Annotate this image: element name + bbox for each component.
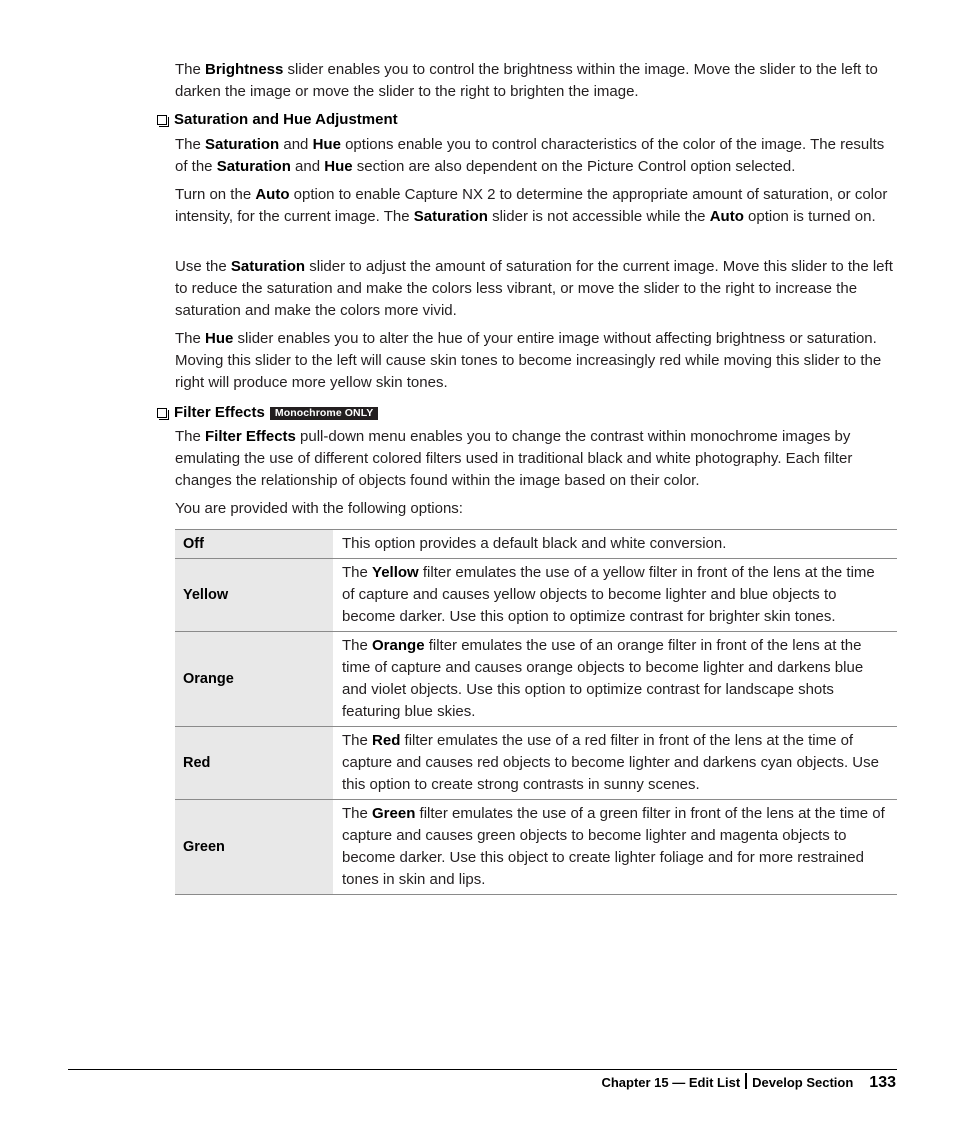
text-run: pull-down menu enables you to change the contrast within monochrome images by emulating the use of different colored filters used in traditional black and white photography. Each filter changes the relationship of objects found within the image based on their color.	[175, 428, 853, 489]
text-run: option is turned on.	[743, 208, 876, 225]
text-run: filter emulates the use of an orange filter in front of the lens at the time of capture and causes orange objects to become lighter and darkens blue and violet objects. Use this option to optimize contrast for landscape shots featuring blue skies.	[342, 637, 864, 720]
filter-description-cell	[335, 559, 897, 632]
table-row	[175, 559, 897, 632]
table-row	[175, 727, 897, 800]
text-run: filter emulates the use of a green filter in front of the lens at the time of capture and causes green objects to become lighter and magenta objects to become darker. Use this object to create lighter foliage and for more restrained tones in skin and lips.	[342, 805, 885, 888]
text-run: option to enable Capture NX 2 to determine the appropriate amount of saturation, or color intensity, for the current image. The	[175, 186, 888, 225]
auto-option-paragraph	[175, 184, 897, 228]
filter-description-cell	[335, 530, 897, 559]
text-run: The	[175, 61, 206, 78]
text-run: Turn on the	[175, 186, 256, 203]
text-run: The	[342, 564, 373, 581]
bold-term: Brightness	[205, 61, 284, 78]
text-run: filter emulates the use of a red filter in front of the lens at the time of capture and causes red objects to become lighter and darkens cyan objects. Use this option to create strong contrasts in sunny scenes.	[342, 732, 879, 793]
bold-term: Auto	[255, 186, 290, 203]
options-intro-paragraph: You are provided with the following options:	[175, 500, 463, 517]
text-run: Use the	[175, 258, 231, 275]
filter-name-cell: Red	[175, 727, 333, 800]
bold-term: Hue	[205, 330, 234, 347]
bold-term: Saturation	[205, 136, 280, 153]
bold-term: Filter Effects	[205, 428, 296, 445]
text-run: The	[175, 330, 206, 347]
footer-chapter: Chapter 15 — Edit List	[601, 1075, 741, 1090]
brightness-paragraph	[175, 59, 897, 103]
text-run: and	[290, 158, 325, 175]
bold-term: Orange	[372, 637, 425, 654]
filter-description-cell	[335, 727, 897, 800]
footer-separator	[745, 1073, 747, 1089]
filter-description-cell	[335, 800, 897, 895]
bold-term: Red	[372, 732, 401, 749]
heading-text: Saturation and Hue Adjustment	[174, 111, 398, 128]
page-number: 133	[869, 1074, 896, 1091]
filter-options-table	[175, 529, 897, 895]
text-run: The	[342, 805, 373, 822]
monochrome-only-badge: Monochrome ONLY	[270, 407, 379, 420]
text-run: The	[175, 428, 206, 445]
table-row	[175, 800, 897, 895]
heading-text: Filter Effects	[174, 404, 265, 421]
page-footer	[601, 1071, 896, 1092]
text-run: The	[342, 732, 373, 749]
text-run: and	[279, 136, 313, 153]
saturation-slider-paragraph	[175, 256, 897, 322]
bold-term: Green	[372, 805, 416, 822]
saturation-intro-paragraph	[175, 134, 897, 178]
text-run: slider to adjust the amount of saturation for the current image. Move this slider to the left to reduce the saturation and make the colors less vibrant, or move the slider to the right to increase the saturation and make the colors more vivid.	[175, 258, 893, 319]
section-heading-saturation-hue	[157, 110, 398, 130]
bold-term: Saturation	[413, 208, 488, 225]
footer-section: Develop Section	[752, 1075, 854, 1090]
text-run: slider enables you to alter the hue of your entire image without affecting brightness or saturation. Moving this slider to the left will cause skin tones to become increasingly red while moving this slider to the right will produce more yellow skin tones.	[175, 330, 882, 391]
bold-term: Auto	[709, 208, 744, 225]
bold-term: Saturation	[230, 258, 306, 275]
text-run: This option provides a default black and white conversion.	[342, 535, 727, 552]
filter-name-cell: Green	[175, 800, 333, 895]
checkbox-bullet-icon	[157, 408, 167, 418]
filter-effects-paragraph	[175, 426, 897, 492]
text-run: The	[342, 637, 373, 654]
bold-term: Saturation	[216, 158, 291, 175]
table-row	[175, 632, 897, 727]
bold-term: Hue	[324, 158, 353, 175]
filter-name-cell: Off	[175, 530, 333, 559]
filter-name-cell: Yellow	[175, 559, 333, 632]
filter-name-cell: Orange	[175, 632, 333, 727]
text-run: options enable you to control characteristics of the color of the image. The results of the	[175, 136, 885, 175]
footer-rule	[68, 1069, 897, 1070]
text-run: slider is not accessible while the	[487, 208, 710, 225]
bold-term: Hue	[312, 136, 341, 153]
table-row	[175, 530, 897, 559]
bold-term: Yellow	[372, 564, 419, 581]
text-run: slider enables you to control the brightness within the image. Move the slider to the left to darken the image or move the slider to the right to brighten the image.	[175, 61, 878, 100]
hue-slider-paragraph	[175, 328, 897, 394]
text-run: The	[175, 136, 206, 153]
text-run: section are also dependent on the Picture Control option selected.	[352, 158, 796, 175]
text-run: filter emulates the use of a yellow filter in front of the lens at the time of capture and causes yellow objects to become lighter and blue objects to become darker. Use this option to optimize contrast for brighter skin tones.	[342, 564, 875, 625]
filter-description-cell	[335, 632, 897, 727]
section-heading-filter-effects	[157, 403, 378, 423]
checkbox-bullet-icon	[157, 115, 167, 125]
